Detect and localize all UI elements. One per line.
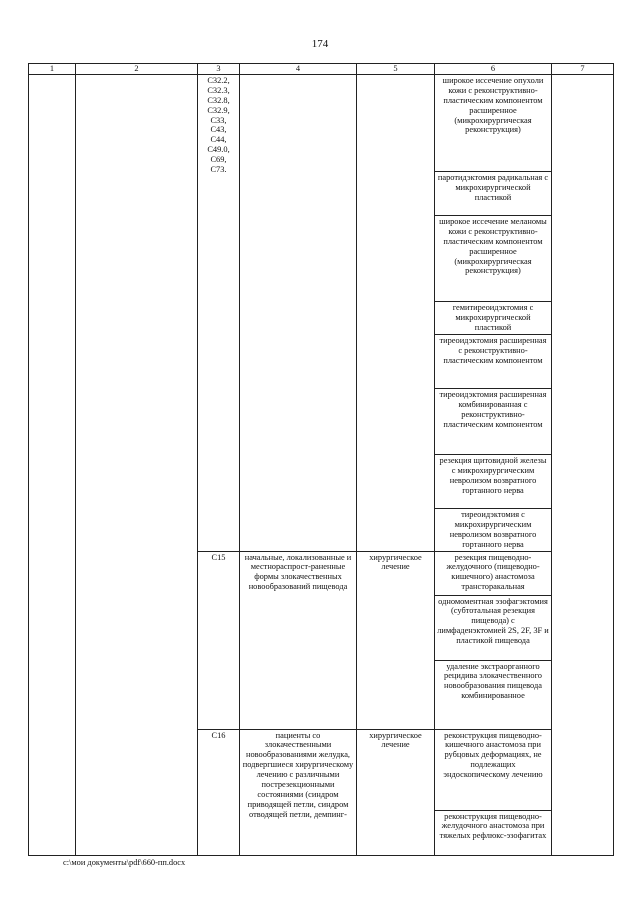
table-row — [29, 74, 614, 171]
col-header-1: 1 — [29, 64, 76, 75]
col-header-2: 2 — [76, 64, 198, 75]
treatment-type-cell: хирургическое лечение — [357, 551, 435, 729]
treatment-method: одномоментная эзофагэктомия (субтотальная резекция пищевода) с лимфаденэктомией 2S, 2F, 3F и пластикой пищевода — [435, 595, 552, 660]
profile-cell — [76, 74, 198, 855]
services-table — [28, 63, 614, 856]
treatment-method: резекция пищеводно-желудочного (пищеводно-кишечного) анастомоза трансторакальная — [435, 551, 552, 595]
icd-codes-cell: C32.2, C32.3, C32.8, C32.9, C33, C43, C44, C49.0, C69, C73. — [198, 74, 240, 551]
patient-model-cell — [240, 74, 357, 551]
col-header-3: 3 — [198, 64, 240, 75]
col-header-6: 6 — [435, 64, 552, 75]
treatment-method: реконструкция пищеводно-кишечного анастомоза при рубцовых деформациях, не подлежащих эндоскопическому лечению — [435, 729, 552, 810]
treatment-type-cell: хирургическое лечение — [357, 729, 435, 855]
treatment-method: широкое иссечение меланомы кожи с реконструктивно-пластическим компонентом расширенное (микрохирургическая реконструкция) — [435, 215, 552, 301]
patient-model-cell: пациенты со злокачественными новообразованиями желудка, подвергшиеся хирургическому лечению с различными пострезекционными состояниями (синдром приводящей петли, синдром отводящей петли, демпинг- — [240, 729, 357, 855]
treatment-type-cell — [357, 74, 435, 551]
row-number-cell — [29, 74, 76, 855]
col-header-4: 4 — [240, 64, 357, 75]
treatment-method: реконструкция пищеводно-желудочного анастомоза при тяжелых рефлюкс-эзофагитах — [435, 810, 552, 855]
icd-codes-cell: C15 — [198, 551, 240, 729]
header-row — [29, 64, 614, 75]
page-number: 174 — [311, 38, 329, 50]
patient-model-cell: начальные, локализованные и местнораспрост-раненные формы злокачественных новообразований пищевода — [240, 551, 357, 729]
treatment-method: тиреоидэктомия расширенная комбинированная с реконструктивно-пластическим компонентом — [435, 388, 552, 454]
treatment-method: паротидэктомия радикальная с микрохирургической пластикой — [435, 171, 552, 215]
treatment-method: широкое иссечение опухоли кожи с реконструктивно-пластическим компонентом расширенное (микрохирургическая реконструкция) — [435, 74, 552, 171]
norm-cell — [552, 74, 614, 855]
treatment-method: тиреоидэктомия с микрохирургическим невролизом возвратного гортанного нерва — [435, 508, 552, 551]
treatment-method: тиреоидэктомия расширенная с реконструктивно-пластическим компонентом — [435, 334, 552, 388]
treatment-method: резекция щитовидной железы с микрохирургическим невролизом возвратного гортанного нерва — [435, 454, 552, 508]
treatment-method: удаление экстраорганного рецидива злокачественного новообразования пищевода комбинированное — [435, 660, 552, 729]
col-header-7: 7 — [552, 64, 614, 75]
treatment-method: гемитиреоидэктомия с микрохирургической пластикой — [435, 301, 552, 334]
icd-codes-cell: C16 — [198, 729, 240, 855]
file-path-footer: c:\мои документы\pdf\660-пп.docx — [63, 858, 186, 867]
col-header-5: 5 — [357, 64, 435, 75]
